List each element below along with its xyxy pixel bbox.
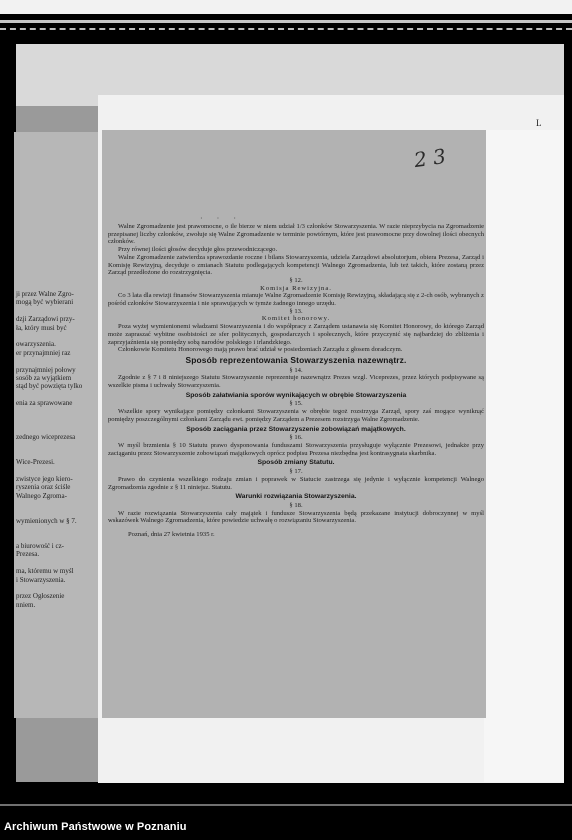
adjacent-page-line: ła, który musi być: [16, 323, 67, 332]
film-bottom-line: [0, 804, 572, 806]
adjacent-page-line: sosób za wyjątkiem: [16, 374, 72, 382]
section-text-14: Zgodnie z § 7 i 8 niniejszego Statutu Stowarzyszenie reprezentuje nazewnątrz Prezes wzgl. Viceprezes, przez których podpisywane są wszelkie pisma i uchwały Stowarzyszenia.: [108, 374, 484, 390]
adjacent-page-text: [14, 132, 102, 718]
document-body: [108, 223, 484, 539]
heading-statute-changes: Sposób zmiany Statutu.: [257, 459, 335, 467]
adjacent-page-line: ryszenia oraz ściśle: [16, 483, 71, 492]
adjacent-page-line: Prezesa.: [16, 550, 40, 559]
heading-disputes: Sposób załatwiania sporów wynikających w obrębie Stowarzyszenia: [185, 391, 407, 399]
adjacent-page-line: zwistyce jego kiero-: [16, 474, 73, 483]
section-text-16: W myśl brzmienia § 10 Statutu prawo dysponowania funduszami Stowarzyszenia przysługuje wyłącznie Prezesowi, jednakże przy zaciąganiu przez Stowarzyszenie zobowiązań majątkowych oprócz podpisu Prezesa niezbędna jest kontrasygnata skarbnika.: [108, 441, 484, 457]
section-text-13b: Członkowie Komitetu Honorowego mają prawo brać udział w posiedzeniach Zarządu z głosem doradczym.: [118, 346, 403, 354]
adjacent-page-left: [14, 132, 102, 718]
section-text-18: W razie rozwiązania Stowarzyszenia cały majątek i fundusze Stowarzyszenia będą przekazane instytucji dobroczynnej w myśl wskazówek Walnego Zgromadzenia, które powiedzie uchwałę o rozwiązaniu Stowarzyszenia.: [108, 509, 484, 525]
adjacent-page-line: ji przez Walne Zgro-: [16, 290, 74, 298]
page-right-margin: [484, 130, 564, 782]
adjacent-page-line: mogą być wybierani: [16, 298, 74, 307]
faint-marks: · · ·: [200, 214, 242, 223]
archive-footer-label: Archiwum Państwowe w Poznaniu: [4, 821, 187, 833]
adjacent-page-line: Walnego Zgroma-: [16, 491, 67, 500]
adjacent-page-line: owarzyszenia.: [16, 340, 56, 349]
adjacent-page-line: er przynajmniej raz: [16, 348, 71, 357]
adjacent-page-line: i Stowarzyszenia.: [16, 575, 66, 584]
section-number-14: § 14.: [289, 366, 303, 374]
adjacent-page-line: przynajmniej połowy: [16, 365, 76, 374]
heading-representation: Sposób reprezentowania Stowarzyszenia nazewnątrz.: [185, 354, 407, 365]
paragraph-quorum: Walne Zgromadzenie jest prawomocne, o ile bierze w niem udział 1/3 członków Stowarzyszenia. W razie nieprzybycia na Zgromadzenie przepisanej liczby członków, zwołuje się Walne Zgromadzenie w terminie powtórnym, które jest prawomocne przy dowolnej ilości obecnych członków.: [108, 223, 484, 246]
paragraph-tie-vote: Przy równej ilości głosów decyduje głos przewodniczącego.: [118, 246, 278, 254]
corner-mark: L: [536, 118, 542, 128]
document-page: [102, 130, 486, 718]
handwritten-page-number: 2 3: [412, 143, 448, 173]
section-text-13a: Poza wyżej wymienionemi władzami Stowarzyszenia i do współpracy z Zarządem ustanawia się Komitet Honorowy, do którego Zarząd może zapraszać wybitne osobistości ze sfer politycznych, gospodarczych i społecznych, które przyczynić się najbardziej do zbliżenia i zaprzyjaźnienia się pomiędzy sobą narodów polskiego i irlandzkiego.: [108, 323, 484, 346]
adjacent-page-line: a biurowość i cz-: [16, 542, 65, 550]
place-date-signature: Poznań, dnia 27 kwietnia 1935 r.: [128, 531, 215, 539]
paragraph-assembly-powers: Walne Zgromadzenie zatwierdza sprawozdanie roczne i bilans Stowarzyszenia, udziela Zarządowi absolutorjum, obiera Prezesa, Zarząd i Komisję Rewizyjną, decyduje o zmianach Statutu podlegających kompetencji Walnego Zgromadzenia, lub też takich, które zostaną przez Zarząd przedłożone do rozstrzygnięcia.: [108, 253, 484, 277]
film-sprocket-line: [0, 28, 572, 31]
adjacent-page-line: zednego wiceprezesa: [16, 432, 76, 441]
adjacent-page-line: wymienionych w § 7.: [16, 516, 77, 525]
adjacent-page-line: ma, któremu w myśl: [16, 567, 74, 576]
adjacent-page-line: enia za sprawowane: [16, 399, 73, 408]
adjacent-page-line: dzji Zarządowi przy-: [16, 315, 75, 324]
adjacent-page-line: stąd być powzięta tylko: [16, 382, 83, 391]
section-text-15: Wszelkie spory wynikające pomiędzy członkami Stowarzyszenia w obrębie tegoż rozstrzyga Zarząd, spory zaś mogące wyniknąć pomiędzy poszczególnymi członkami Zarządu ewt. pomiędzy Zarządem a Prezesem rozstrzyga Walne Zgromadzenie.: [108, 408, 484, 423]
section-title-13: Komitet honorowy.: [261, 315, 331, 323]
section-number-13: § 13.: [289, 307, 303, 315]
section-number-18: § 18.: [289, 501, 303, 509]
adjacent-page-line: przez Ogłoszenie: [16, 592, 65, 601]
section-text-12: Co 3 lata dla rewizji finansów Stowarzyszenia mianuje Walne Zgromadzenie Komisję Rewizyjną, składającą się z 2-ch osób, wybranych z pośród członków Stowarzyszenia i nie sprawujących w tymże żadnego innego urzędu.: [108, 292, 484, 308]
section-number-16: § 16.: [289, 434, 303, 442]
section-text-17: Prawo do czynienia wszelkiego rodzaju zmian i poprawek w Statucie zastrzega się jedynie i wyłącznie kompetencji Walnego Zgromadzenia zgodnie z § 11 niniejsz. Statutu.: [108, 475, 484, 491]
section-number-17: § 17.: [289, 468, 303, 476]
section-title-12: Komisja Rewizyjna.: [260, 284, 332, 292]
heading-dissolution: Warunki rozwiązania Stowarzyszenia.: [235, 493, 357, 501]
section-number-15: § 15.: [289, 400, 303, 408]
adjacent-page-line: Wice-Prezesi.: [16, 458, 55, 466]
film-top-strip: [0, 0, 572, 14]
heading-obligations: Sposób zaciągania przez Stowarzyszenie zobowiązań majątkowych.: [186, 425, 406, 433]
section-number-12: § 12.: [289, 276, 303, 284]
adjacent-page-line: nniem.: [16, 600, 36, 609]
film-top-line: [0, 20, 572, 23]
